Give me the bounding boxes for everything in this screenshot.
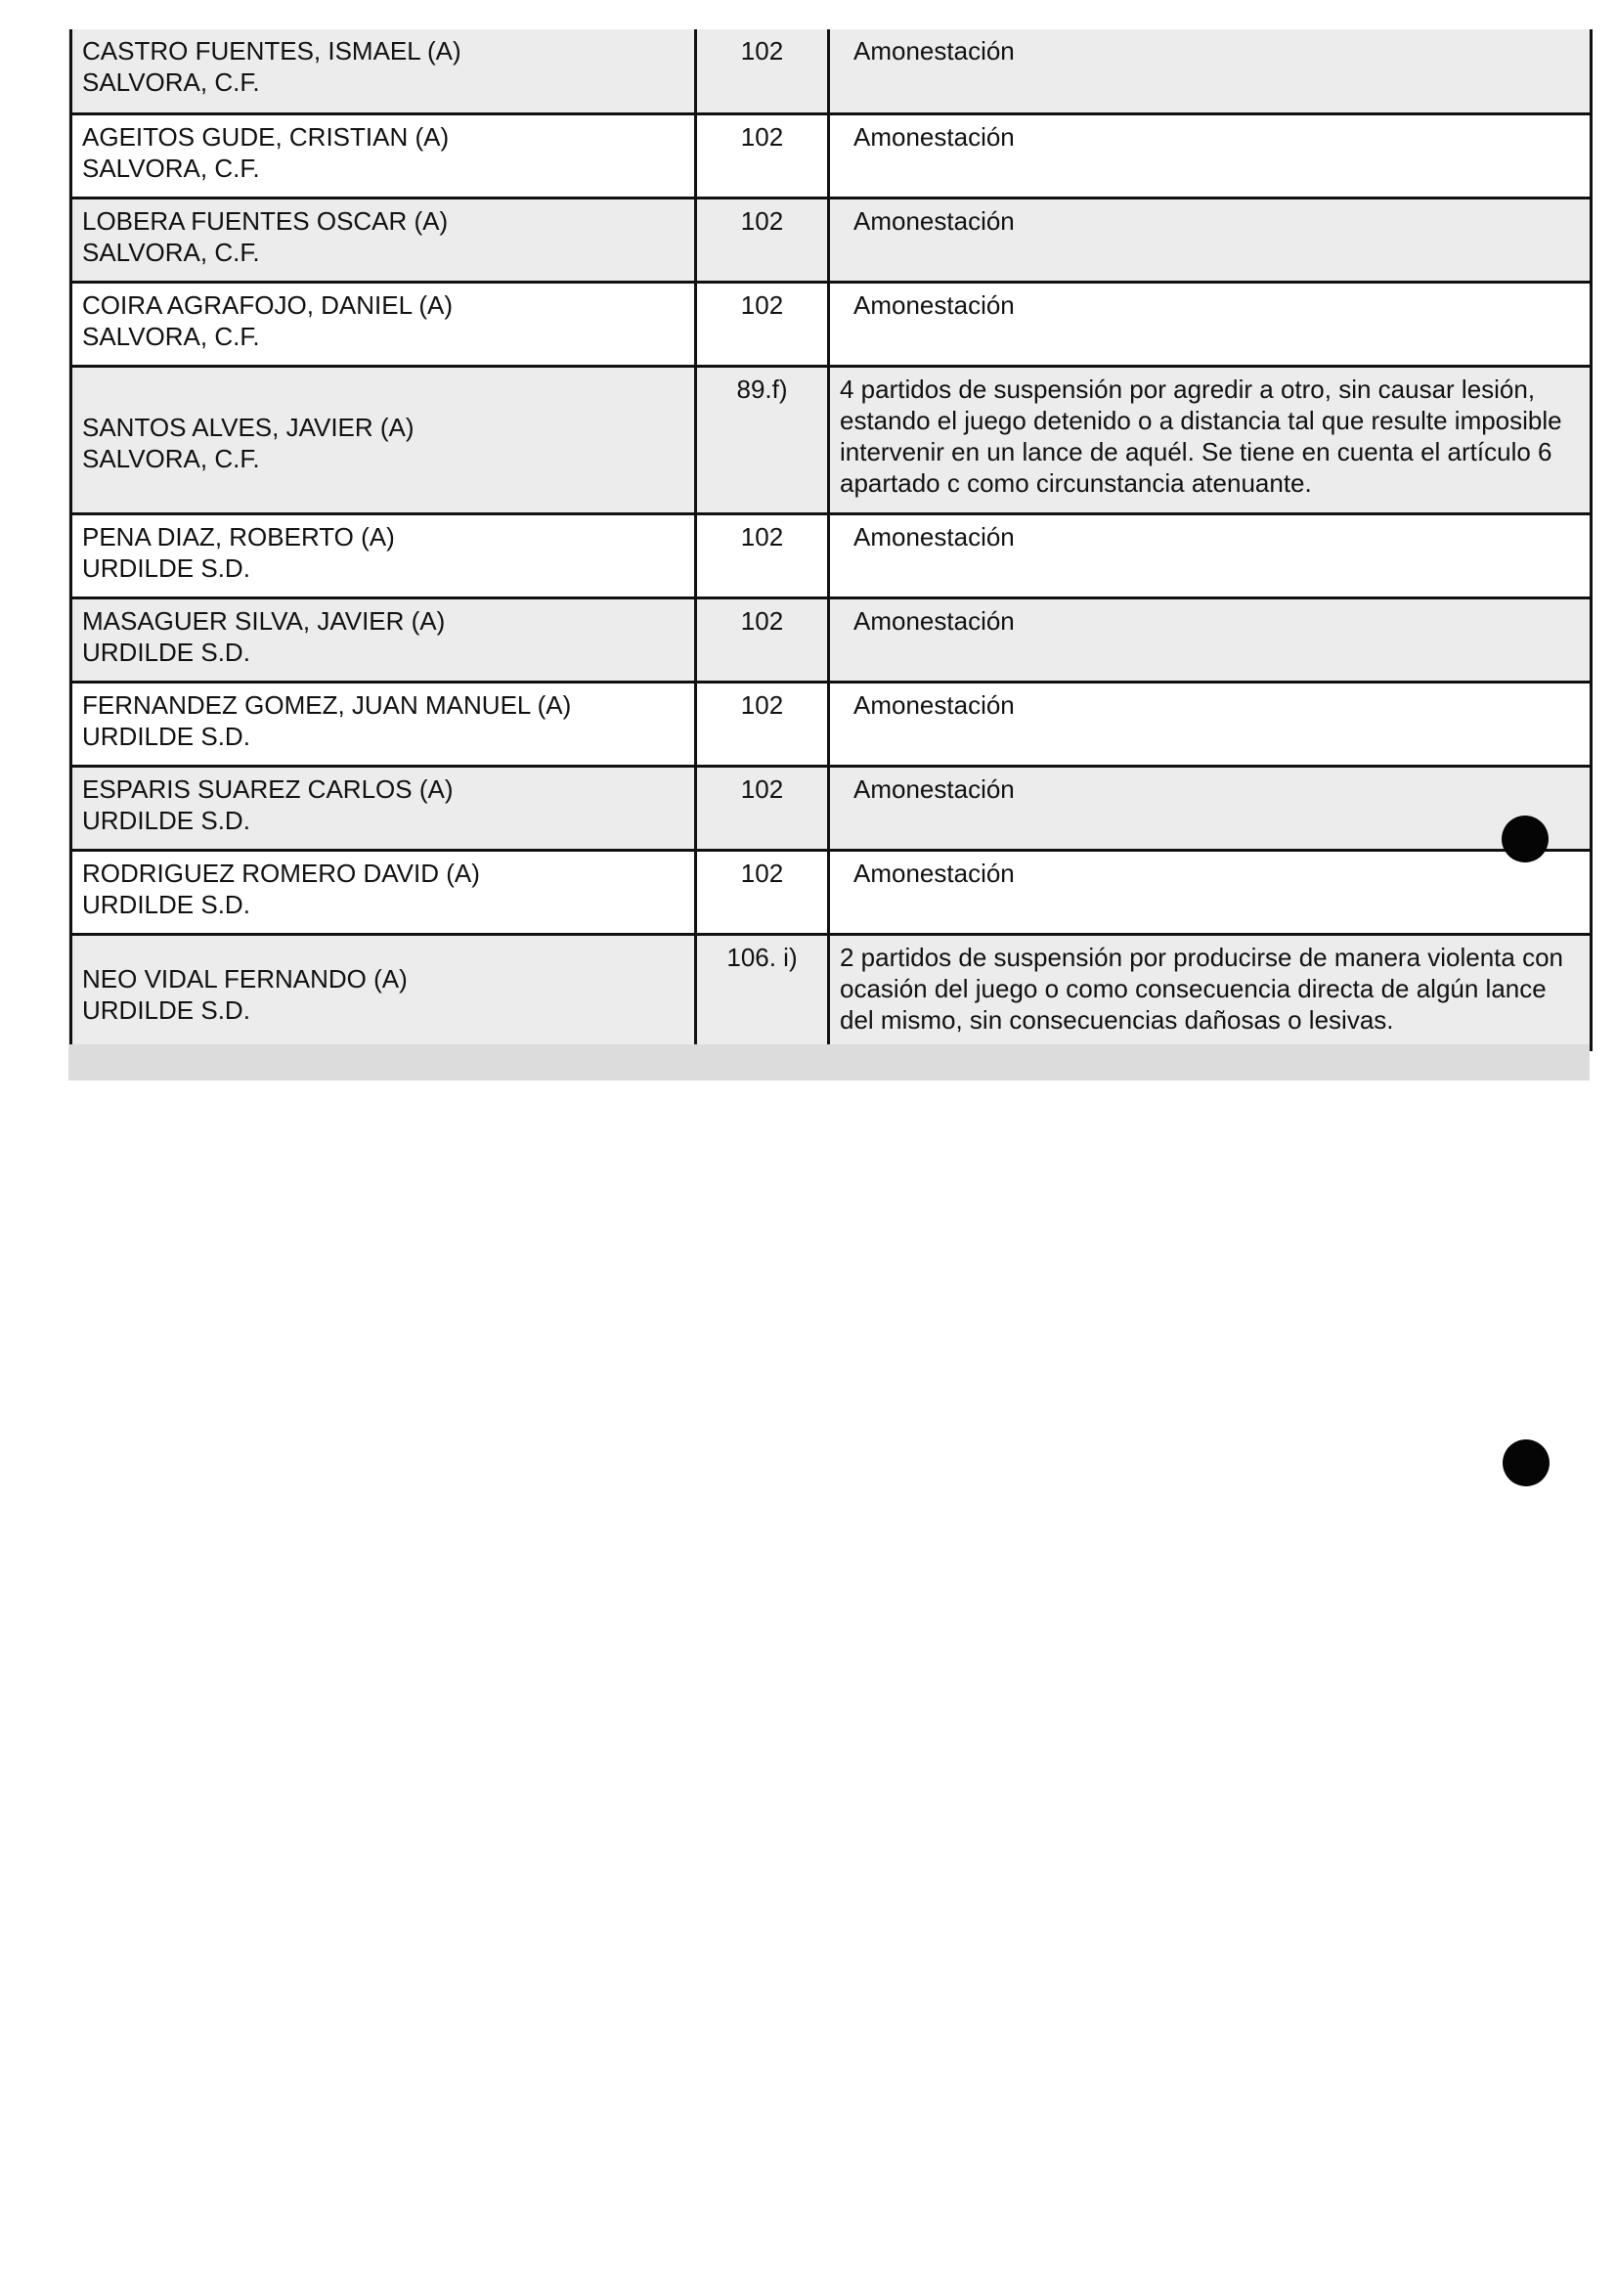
player-name: NEO VIDAL FERNANDO (A) bbox=[82, 964, 408, 993]
table-row bbox=[71, 513, 1592, 597]
player-cell bbox=[71, 682, 696, 766]
sanction-text: Amonestación bbox=[829, 682, 1592, 766]
article-number: 102 bbox=[696, 513, 829, 597]
player-name: RODRIGUEZ ROMERO DAVID (A) bbox=[82, 858, 480, 888]
table-row bbox=[71, 366, 1592, 513]
scan-bottom-strip bbox=[68, 1044, 1590, 1081]
player-name: PENA DIAZ, ROBERTO (A) bbox=[82, 521, 395, 552]
article-number: 102 bbox=[696, 282, 829, 366]
player-cell bbox=[71, 766, 696, 850]
table-row bbox=[71, 682, 1592, 766]
sanction-text: Amonestación bbox=[829, 850, 1592, 934]
club-name: SALVORA, C.F. bbox=[82, 153, 260, 183]
club-name: URDILDE S.D. bbox=[82, 889, 250, 919]
article-number: 102 bbox=[696, 198, 829, 282]
player-cell bbox=[71, 113, 696, 198]
club-name: URDILDE S.D. bbox=[82, 995, 250, 1025]
club-name: URDILDE S.D. bbox=[82, 552, 250, 583]
article-number: 102 bbox=[696, 766, 829, 850]
player-name: AGEITOS GUDE, CRISTIAN (A) bbox=[82, 121, 450, 152]
player-name: FERNANDEZ GOMEZ, JUAN MANUEL (A) bbox=[82, 689, 572, 720]
table-row bbox=[71, 934, 1592, 1049]
player-cell bbox=[71, 198, 696, 282]
table-row bbox=[71, 113, 1592, 198]
club-name: SALVORA, C.F. bbox=[82, 67, 260, 97]
article-number: 102 bbox=[696, 29, 829, 113]
club-name: SALVORA, C.F. bbox=[82, 321, 260, 351]
sanction-text: Amonestación bbox=[829, 513, 1592, 597]
player-name: ESPARIS SUAREZ CARLOS (A) bbox=[82, 773, 454, 804]
player-cell bbox=[71, 29, 696, 113]
player-cell bbox=[71, 934, 696, 1049]
player-cell bbox=[71, 366, 696, 513]
article-number: 102 bbox=[696, 113, 829, 198]
punch-hole-icon bbox=[1503, 1439, 1550, 1486]
sanction-text: Amonestación bbox=[829, 766, 1592, 850]
table-row bbox=[71, 850, 1592, 934]
sanction-text: 2 partidos de suspensión por producirse de manera violenta con ocasión del juego o como consecuencia directa de algún lance del mismo, sin consecuencias dañosas o lesivas. bbox=[829, 934, 1592, 1049]
player-name: SANTOS ALVES, JAVIER (A) bbox=[82, 412, 415, 442]
club-name: SALVORA, C.F. bbox=[82, 237, 260, 267]
club-name: URDILDE S.D. bbox=[82, 637, 250, 667]
player-name: CASTRO FUENTES, ISMAEL (A) bbox=[82, 36, 461, 66]
club-name: URDILDE S.D. bbox=[82, 721, 250, 751]
player-cell bbox=[71, 597, 696, 682]
article-number: 102 bbox=[696, 850, 829, 934]
player-name: COIRA AGRAFOJO, DANIEL (A) bbox=[82, 289, 453, 320]
article-number: 106. i) bbox=[696, 934, 829, 1049]
table-row bbox=[71, 597, 1592, 682]
sanction-text: Amonestación bbox=[829, 198, 1592, 282]
article-number: 102 bbox=[696, 682, 829, 766]
table-row bbox=[71, 282, 1592, 366]
sanction-text: Amonestación bbox=[829, 597, 1592, 682]
player-name: MASAGUER SILVA, JAVIER (A) bbox=[82, 605, 446, 636]
sanctions-table bbox=[69, 29, 1593, 1051]
table-row bbox=[71, 766, 1592, 850]
player-cell bbox=[71, 513, 696, 597]
sanction-text: Amonestación bbox=[829, 29, 1592, 113]
sanction-text: 4 partidos de suspensión por agredir a otro, sin causar lesión, estando el juego detenido o a distancia tal que resulte imposible intervenir en un lance de aquél. Se tiene en cuenta el artículo 6 apartado c como circunstancia atenuante. bbox=[829, 366, 1592, 513]
table-row bbox=[71, 198, 1592, 282]
article-number: 102 bbox=[696, 597, 829, 682]
player-cell bbox=[71, 282, 696, 366]
sanction-text: Amonestación bbox=[829, 113, 1592, 198]
player-name: LOBERA FUENTES OSCAR (A) bbox=[82, 205, 449, 236]
table-row bbox=[71, 29, 1592, 113]
sanction-text: Amonestación bbox=[829, 282, 1592, 366]
player-cell bbox=[71, 850, 696, 934]
punch-hole-icon bbox=[1502, 816, 1549, 862]
article-number: 89.f) bbox=[696, 366, 829, 513]
club-name: SALVORA, C.F. bbox=[82, 443, 260, 473]
club-name: URDILDE S.D. bbox=[82, 805, 250, 835]
